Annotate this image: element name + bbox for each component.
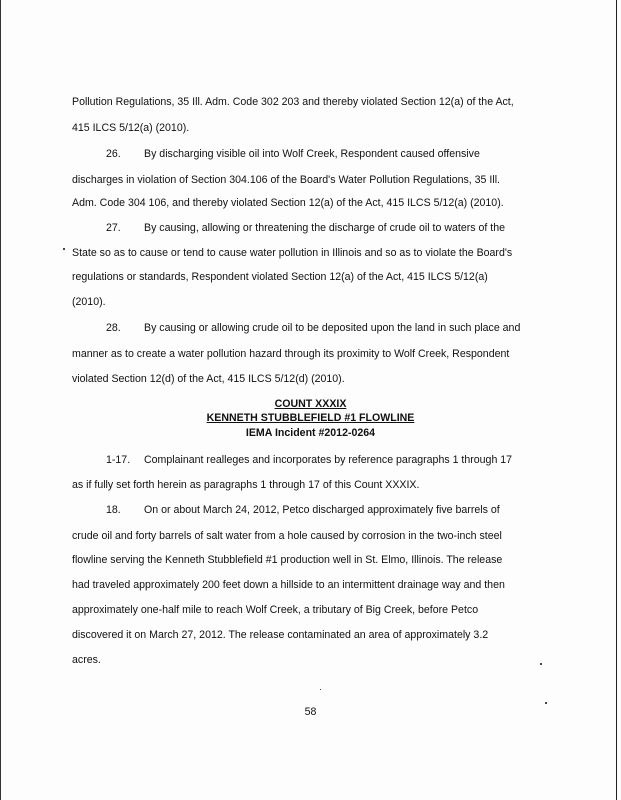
paragraph-number: 27. xyxy=(106,222,121,234)
paragraph-27 xyxy=(106,221,505,235)
paragraph-text: Complainant realleges and incorporates by reference paragraphs 1 through 17 xyxy=(144,454,513,466)
text-line: regulations or standards, Respondent violated Section 12(a) of the Act, 415 ILCS 5/12(a) xyxy=(72,271,488,283)
paragraph-number: 1-17. xyxy=(106,454,131,466)
count-heading: COUNT XXXIX xyxy=(274,398,347,410)
text-line: discovered it on March 27, 2012. The release contaminated an area of approximately 3.2 xyxy=(72,629,489,641)
text-line: as if fully set forth herein as paragraphs 1 through 17 of this Count XXXIX. xyxy=(72,479,420,491)
text-line: had traveled approximately 200 feet down a hillside to an intermittent drainage way and then xyxy=(72,579,505,591)
paragraph-18 xyxy=(106,503,500,517)
paragraph-text: By causing or allowing crude oil to be deposited upon the land in such place and xyxy=(144,322,521,334)
text-line: violated Section 12(d) of the Act, 415 ILCS 5/12(d) (2010). xyxy=(72,373,345,385)
paragraph-number: 18. xyxy=(106,504,121,516)
incident-number: IEMA Incident #2012-0264 xyxy=(245,427,376,439)
count-title: KENNETH STUBBLEFIELD #1 FLOWLINE xyxy=(206,412,415,424)
text-line: flowline serving the Kenneth Stubblefield #1 production well in St. Elmo, Illinois. The release xyxy=(72,554,503,566)
text-line: discharges in violation of Section 304.106 of the Board's Water Pollution Regulations, 35 Ill. xyxy=(72,174,500,186)
paragraph-28 xyxy=(106,321,520,335)
page-number: 58 xyxy=(304,706,317,718)
scan-speck xyxy=(320,689,321,690)
paragraph-text: By discharging visible oil into Wolf Creek, Respondent caused offensive xyxy=(144,148,480,160)
text-line: acres. xyxy=(72,654,101,666)
text-line: approximately one-half mile to reach Wolf Creek, a tributary of Big Creek, before Petco xyxy=(72,604,479,616)
paragraph-text: On or about March 24, 2012, Petco discharged approximately five barrels of xyxy=(144,504,500,516)
text-line: Pollution Regulations, 35 Ill. Adm. Code 302 203 and thereby violated Section 12(a) of the Act, xyxy=(72,96,514,108)
paragraph-text: By causing, allowing or threatening the discharge of crude oil to waters of the xyxy=(144,222,505,234)
text-line: 415 ILCS 5/12(a) (2010). xyxy=(72,122,190,134)
text-line: Adm. Code 304 106, and thereby violated Section 12(a) of the Act, 415 ILCS 5/12(a) (2010). xyxy=(72,197,504,209)
text-line: manner as to create a water pollution hazard through its proximity to Wolf Creek, Respondent xyxy=(72,348,510,360)
paragraph-number: 28. xyxy=(106,322,121,334)
scan-speck xyxy=(545,702,547,704)
text-line: (2010). xyxy=(72,296,106,308)
scan-speck xyxy=(540,663,542,665)
paragraph-26 xyxy=(106,147,480,161)
paragraph-1-17 xyxy=(106,453,512,467)
text-line: crude oil and forty barrels of salt water from a hole caused by corrosion in the two-inch steel xyxy=(72,530,502,542)
text-line: State so as to cause or tend to cause water pollution in Illinois and so as to violate the Board's xyxy=(72,247,513,259)
paragraph-number: 26. xyxy=(106,148,121,160)
scan-speck xyxy=(63,248,65,250)
